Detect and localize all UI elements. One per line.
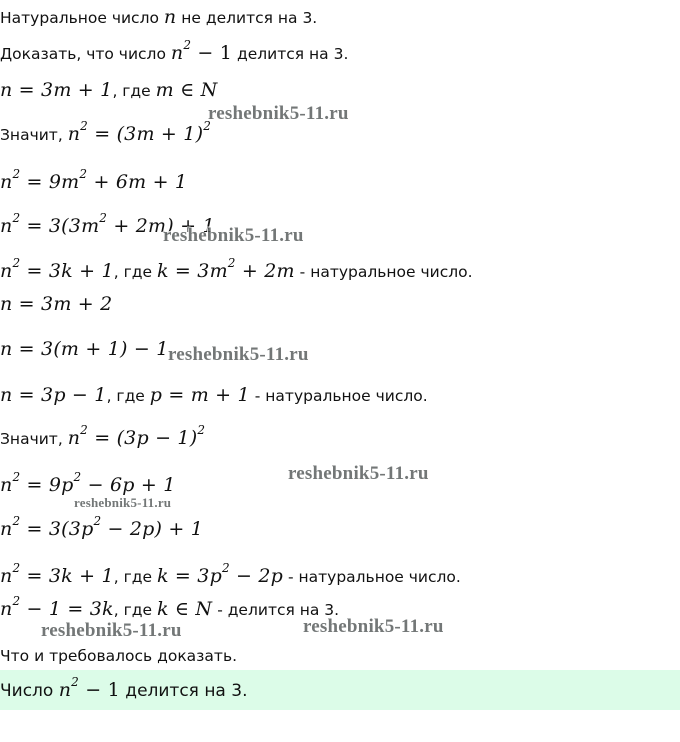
text-line-5: $n^2 = 9m^2 + 6m + 1$ xyxy=(0,166,188,193)
text-line-7: $n^2 = 3k + 1$, где $k = 3m^2 + 2m$ - натуральное число. xyxy=(0,255,473,282)
result-text: Число $n^2 - 1$ делится на 3. xyxy=(0,674,248,701)
text-line-15: $n^2 - 1 = 3k$, где k ∈ N - делится на 3. xyxy=(0,593,340,620)
watermark: reshebnik5-11.ru xyxy=(168,344,309,365)
watermark: reshebnik5-11.ru xyxy=(74,495,172,510)
result-box xyxy=(0,670,680,710)
text-line-4: Значит, $n^2 = (3m + 1)^2$ xyxy=(0,118,212,145)
text-line-9: n = 3(m + 1) − 1 xyxy=(0,338,169,360)
watermark: reshebnik5-11.ru xyxy=(208,103,349,124)
text-line-14: $n^2 = 3k + 1$, где $k = 3p^2 - 2p$ - натуральное число. xyxy=(0,560,461,587)
watermark: reshebnik5-11.ru xyxy=(288,463,429,484)
text-line-16: Что и требовалось доказать. xyxy=(0,647,238,665)
watermark: reshebnik5-11.ru xyxy=(41,620,182,641)
text-line-12: $n^2 = 9p^2 - 6p + 1$ xyxy=(0,469,176,496)
text-line-13: $n^2 = 3(3p^2 - 2p) + 1$ xyxy=(0,513,204,540)
text-line-2: Доказать, что число $n^2 - 1$ делится на 3. xyxy=(0,37,349,64)
text-line-11: Значит, $n^2 = (3p - 1)^2$ xyxy=(0,422,206,449)
watermark: reshebnik5-11.ru xyxy=(303,616,444,637)
text-line-8: n = 3m + 2 xyxy=(0,293,113,315)
text-line-6: $n^2 = 3(3m^2 + 2m) + 1$ xyxy=(0,210,215,237)
text-line-1: Натуральное число n не делится на 3. xyxy=(0,6,318,28)
watermark: reshebnik5-11.ru xyxy=(163,225,304,246)
text-line-10: n = 3p − 1, где p = m + 1 - натуральное число. xyxy=(0,384,428,406)
text-line-3: n = 3m + 1, где m ∈ N xyxy=(0,79,218,101)
